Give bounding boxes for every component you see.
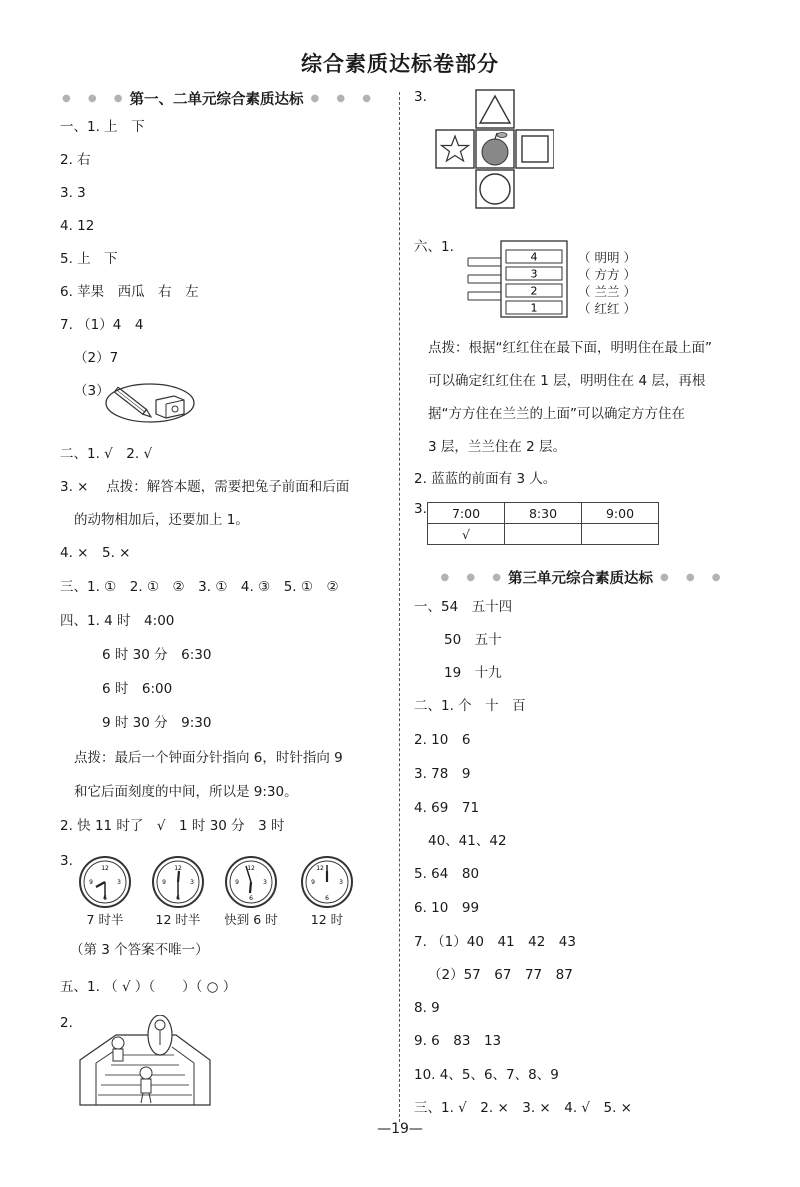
page-number: —19— [377,1121,423,1137]
tip-line: 点拨：根据“红红住在最下面，明明住在最上面” [428,340,712,356]
answer-line: 6 时 6:00 [102,681,173,697]
answer-line: 9 时 30 分 9:30 [102,715,212,731]
answer-line: 2. 右 [60,152,91,168]
svg-text:6: 6 [249,895,253,902]
answer-line: 7. （1）4 4 [60,317,144,333]
answer-line: 的动物相加后，还要加上 1。 [74,512,249,528]
answer-line: 6. 苹果 西瓜 右 左 [60,284,199,300]
apple-icon [482,139,508,165]
svg-text:9: 9 [311,879,315,886]
resident-label: （ 红红 ） [578,301,636,316]
svg-text:9: 9 [235,879,239,886]
svg-text:6: 6 [103,895,107,902]
answer-line: 二、1. √ 2. √ [60,446,153,462]
clock-label: 7 时半 [86,912,124,927]
answer-line: 和它后面刻度的中间，所以是 9:30。 [74,784,298,800]
answer-line: 四、1. 4 时 4:00 [60,613,175,629]
svg-text:3: 3 [190,879,194,886]
svg-text:9: 9 [89,879,93,886]
svg-text:12: 12 [247,865,255,872]
clock-face-icon [226,857,276,907]
answer-line: （2）7 [74,350,119,366]
clock-label: 快到 6 时 [224,912,278,927]
dots-left: ● ● ● [440,572,508,583]
answer-line: 8. 9 [414,1000,440,1016]
unit3-heading: 第三单元综合素质达标 [508,571,653,587]
answer-line: （2）57 67 77 87 [428,967,573,983]
answer-line: 2. 10 6 [414,732,471,748]
unit1-heading-bar [60,88,380,109]
answer-line: 4. × 5. × [60,545,131,561]
clock-face-icon [80,857,130,907]
stairs-children-illustration [78,1015,213,1110]
time-header-cell: 7:00 [428,503,505,524]
q3b-label: 3. [414,501,427,517]
answer-line: 一、1. 上 下 [60,119,145,135]
answer-line: 3. × 点拨：解答本题，需要把兔子前面和后面 [60,479,350,495]
answer-line: 9. 6 83 13 [414,1033,502,1049]
answer-line: （3） [74,383,110,399]
answer-line: 3. 78 9 [414,766,471,782]
unit3-heading-bar [434,567,734,588]
time-mark-cell [582,524,659,545]
resident-label: （ 明明 ） [578,250,636,265]
answer-line: 40、41、42 [428,833,507,849]
tip-line: 据“方方住在兰兰的上面”可以确定方方住在 [428,406,685,422]
svg-text:12: 12 [101,865,109,872]
floor-number: 4 [530,250,538,264]
star-icon [442,136,469,161]
page-title: 综合素质达标卷部分 [301,52,499,76]
time-header-cell: 9:00 [582,503,659,524]
answer-line: 6 时 30 分 6:30 [102,647,212,663]
answer-line: 5. 64 80 [414,866,480,882]
q3-label: 3. [414,89,427,105]
tip-line: 可以确定红红住在 1 层，明明住在 4 层，再根 [428,373,706,389]
svg-text:6: 6 [176,895,180,902]
time-mark-cell [505,524,582,545]
answer-line: 4. 12 [60,218,95,234]
floor-number: 1 [530,301,538,315]
time-header-cell: 8:30 [505,503,582,524]
answer-line: 5. 上 下 [60,251,118,267]
cube-net-diagram [434,88,554,212]
floor-number: 2 [530,284,538,298]
answer-line: 五、1. （ √ ）（ ）（ ○ ） [60,979,237,995]
answer-line: 点拨：最后一个钟面分针指向 6，时针指向 9 [74,750,343,766]
answer-line: 6. 10 99 [414,900,480,916]
answer-line: 2. [60,1015,73,1031]
unit1-heading: 第一、二单元综合素质达标 [129,92,304,108]
answer-line: 10. 4、5、6、7、8、9 [414,1067,559,1083]
answer-line: 2. 快 11 时了 √ 1 时 30 分 3 时 [60,818,285,834]
answer-line: 一、54 五十四 [414,599,513,615]
answer-line: 7. （1）40 41 42 43 [414,934,576,950]
answer-line: 三、1. ① 2. ① ② 3. ① 4. ③ 5. ① ② [60,579,339,595]
svg-text:9: 9 [162,879,166,886]
clock-label: 12 时半 [155,912,201,927]
time-table [427,502,659,545]
triangle-icon [480,96,510,123]
resident-label: （ 兰兰 ） [578,284,636,299]
square-icon [522,136,548,162]
floor-number: 3 [530,267,538,281]
dots-right: ● ● ● [310,93,379,104]
svg-text:3: 3 [117,879,121,886]
svg-text:12: 12 [174,865,182,872]
answer-line: 4. 69 71 [414,800,480,816]
svg-text:12: 12 [316,865,324,872]
svg-text:3: 3 [263,879,267,886]
column-divider [399,92,400,1122]
q6-label: 六、1. [414,239,454,255]
clock-face-icon [302,857,352,907]
apartment-building-diagram [466,238,576,320]
clock-face-icon [153,857,203,907]
clock-label: 12 时 [310,912,344,927]
circle-icon [480,174,510,204]
dots-left: ● ● ● [61,93,130,104]
answer-line: 二、1. 个 十 百 [414,698,526,714]
clocks-row [78,854,368,914]
answer-line: 3. 3 [60,185,86,201]
answer-line: 三、1. √ 2. × 3. × 4. √ 5. × [414,1100,632,1116]
answer-line: 3. [60,853,73,869]
pencil-sharpener-icon [104,382,196,424]
svg-text:3: 3 [339,879,343,886]
time-mark-cell: √ [428,524,505,545]
resident-label: （ 方方 ） [578,267,636,282]
dots-right: ● ● ● [660,572,728,583]
answer-line: 50 五十 [444,632,502,648]
answer-note: （第 3 个答案不唯一） [70,942,209,958]
answer-line: 19 十九 [444,665,502,681]
tip-line: 3 层，兰兰住在 2 层。 [428,439,567,455]
svg-text:6: 6 [325,895,329,902]
answer-line: 2. 蓝蓝的前面有 3 人。 [414,471,557,487]
